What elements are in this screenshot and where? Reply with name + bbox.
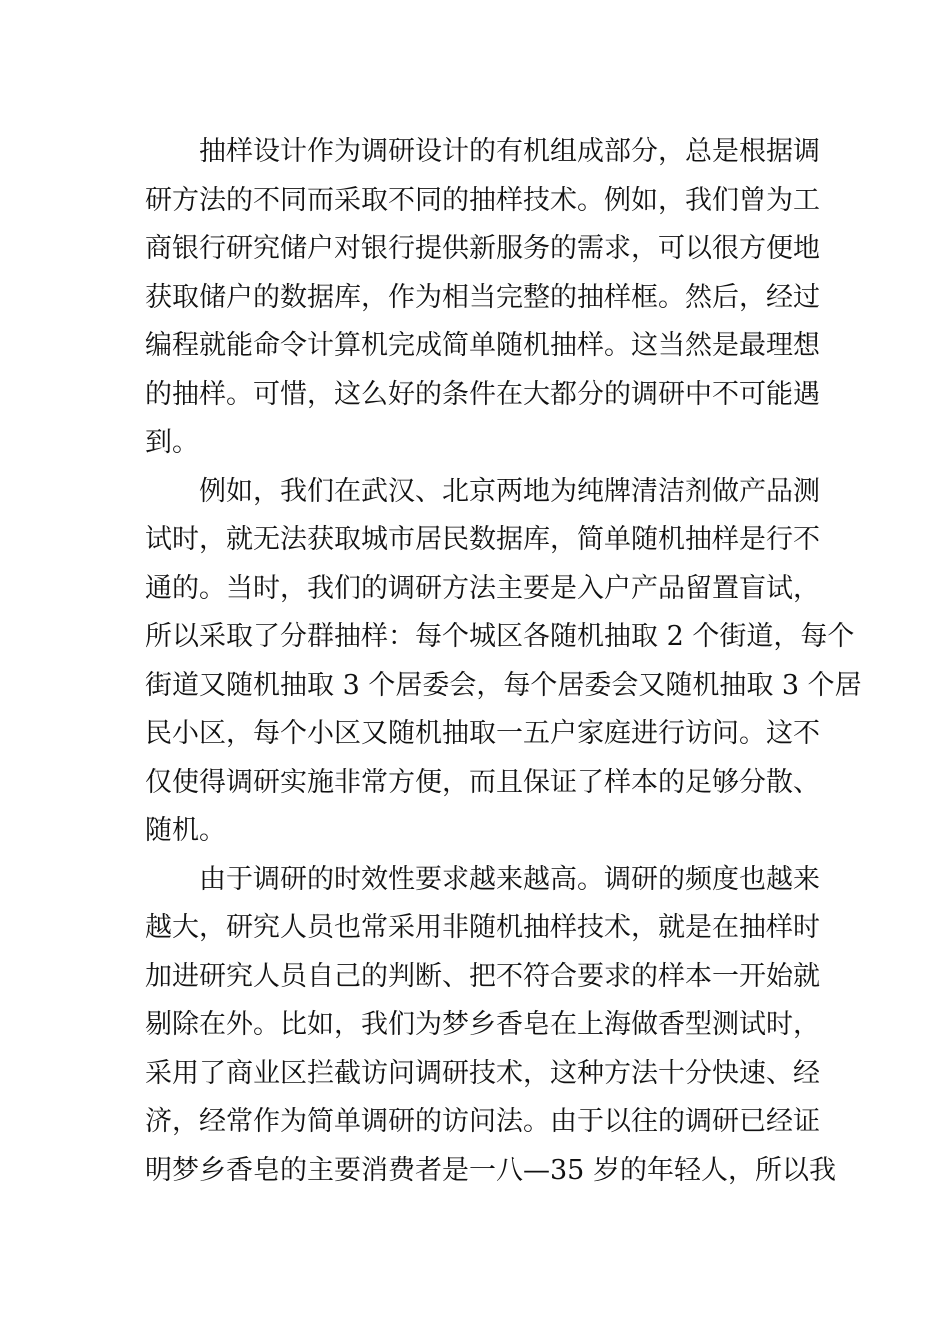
- text-line: 的抽样。可惜，这么好的条件在大都分的调研中不可能遇: [145, 378, 820, 410]
- text-line: 抽样设计作为调研设计的有机组成部分，总是根据调: [199, 136, 820, 167]
- text-line: 获取储户的数据库，作为相当完整的抽样框。然后，经过: [145, 281, 820, 313]
- text-line: 加进研究人员自己的判断、把不符合要求的样本一开始就: [145, 960, 820, 992]
- text-line: 通的。当时，我们的调研方法主要是入户产品留置盲试，: [145, 572, 820, 604]
- text-line: 研方法的不同而采取不同的抽样技术。例如，我们曾为工: [145, 184, 820, 216]
- text-line: 仅使得调研实施非常方便，而且保证了样本的足够分散、: [145, 766, 820, 798]
- text-line: 民小区，每个小区又随机抽取一五户家庭进行访问。这不: [145, 718, 820, 749]
- text-line: 越大，研究人员也常采用非随机抽样技术，就是在抽样时: [145, 912, 820, 943]
- text-line: 街道又随机抽取 3 个居委会，每个居委会又随机抽取 3 个居: [145, 669, 862, 701]
- text-line: 例如，我们在武汉、北京两地为纯牌清洁剂做产品测: [199, 475, 820, 507]
- text-line: 所以采取了分群抽样：每个城区各随机抽取 2 个街道，每个: [145, 621, 855, 652]
- body-text: [145, 128, 862, 1195]
- text-line: 编程就能命令计算机完成简单随机抽样。这当然是最理想: [145, 330, 820, 361]
- text-line: 剔除在外。比如，我们为梦乡香皂在上海做香型测试时，: [145, 1009, 820, 1040]
- text-line: 商银行研究储户对银行提供新服务的需求，可以很方便地: [145, 233, 820, 264]
- text-line: 随机。: [145, 815, 226, 846]
- text-line: 明梦乡香皂的主要消费者是一八—35 岁的年轻人，所以我: [145, 1154, 836, 1186]
- text-line: 济，经常作为简单调研的访问法。由于以往的调研已经证: [145, 1106, 820, 1137]
- text-line: 到。: [145, 427, 199, 458]
- text-line: 采用了商业区拦截访问调研技术，这种方法十分快速、经: [145, 1057, 820, 1089]
- text-line: 试时，就无法获取城市居民数据库，简单随机抽样是行不: [145, 524, 820, 555]
- text-line: 由于调研的时效性要求越来越高。调研的频度也越来: [199, 863, 820, 895]
